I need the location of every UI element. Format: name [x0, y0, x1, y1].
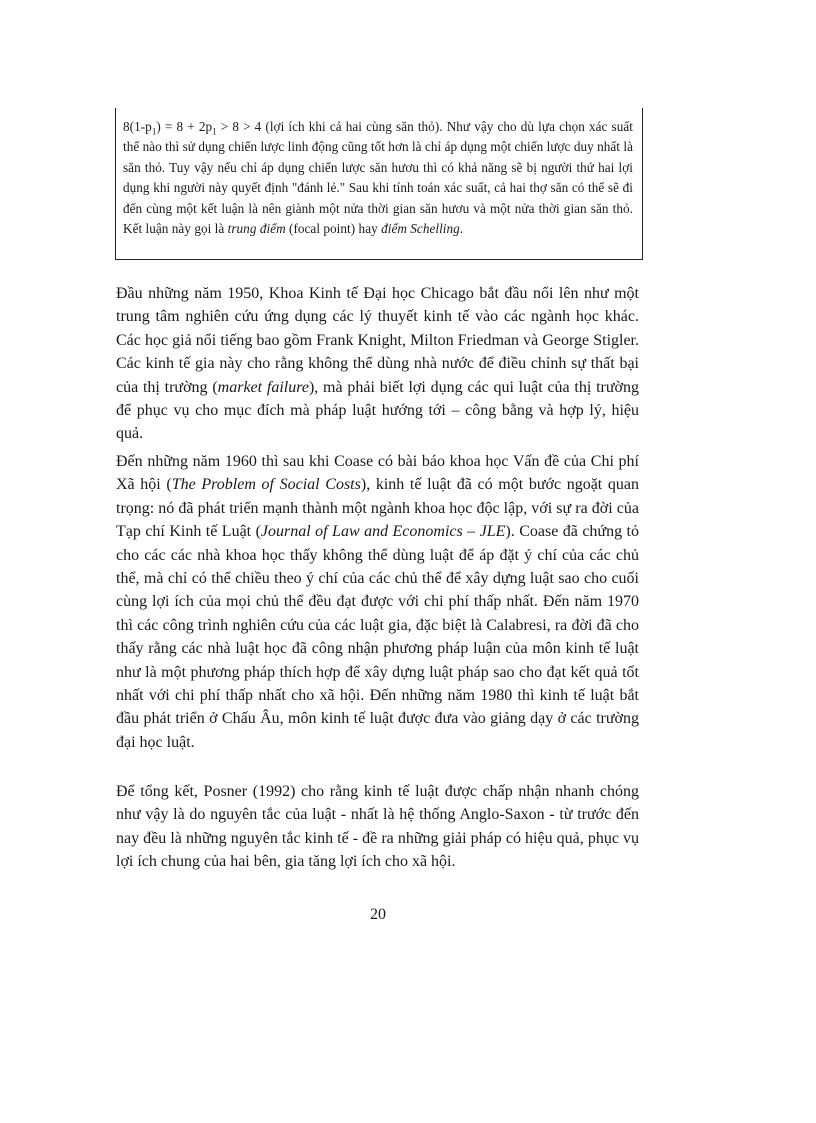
- note-formula-part: ) = 8 + 2p: [156, 119, 213, 134]
- paragraph-text: Đầu những năm 1950, Khoa Kinh tế Đại học Chicago bắt đầu nổi lên như một trung tâm nghiên cứu ứng dụng các lý thuyết kinh tế vào các ngành học khác. Các học giả nổi tiếng bao gồm Frank Knight, Milton Friedman và George Stigler. Các kinh tế gia này cho rằng không thể dùng nhà nước để điều chỉnh sự thất bại của thị trường (: [116, 285, 639, 396]
- note-text: (focal point) hay: [285, 221, 382, 237]
- note-formula-part: 8(1-p: [123, 119, 152, 134]
- term-market-failure: market failure: [217, 378, 309, 396]
- note-subscript: 1: [151, 126, 157, 137]
- paragraph-text: ). Coase đã chứng tỏ cho các các nhà khoa học thấy không thể dùng luật để áp đặt ý chí của các chủ thể, mà chỉ có thể chiều theo ý chí của các chủ thể để xây dựng luật sao cho cuối cùng lợi ích của mọi chủ thể đều đạt được với chi phí thấp nhất. Đến năm 1970 thì các công trình nghiên cứu của các luật gia, đặc biệt là Calabresi, ra đời đã cho thấy rằng các nhà luật học đã công nhận phương pháp luận của môn kinh tế luật như là một phương pháp thích hợp để xây dựng luật pháp sao cho đạt kết quả tốt nhất với chi phí thấp nhất cho xã hội. Đến những năm 1980 thì kinh tế luật bắt đầu phát triển ở Chấu Âu, môn kinh tế luật được đưa vào giảng dạy ở các trường đại học luật.: [116, 523, 640, 751]
- note-text: .: [459, 221, 464, 237]
- paragraph-chicago-school: [116, 282, 639, 446]
- paragraph-text: Để tổng kết, Posner (1992) cho rằng kinh tế luật được chấp nhận nhanh chóng như vậy là do nguyên tắc của luật - nhất là hệ thống Anglo-Saxon - từ trước đến nay đều là những nguyên tắc kinh tế - đề ra những giải pháp có hiệu quả, phục vụ lợi ích chung của hai bên, gia tăng lợi ích cho xã hội.: [116, 783, 639, 871]
- note-term-focal: trung điểm: [227, 221, 286, 237]
- note-subscript: 1: [212, 126, 217, 137]
- title-jle: Journal of Law and Economics – JLE: [260, 523, 506, 541]
- paragraph-text: ), kinh tế luật đã có một bước ngoặt quan trọng: nó đã phát triển mạnh thành một ngành khoa học độc lập, với sự ra đời của Tạp chí Kinh tế Luật (: [116, 476, 639, 541]
- paragraph-coase: [116, 450, 639, 754]
- note-text: > 8 > 4 (lợi ích khi cả hai cùng săn thỏ). Như vậy cho dù lựa chọn xác suất thế nào thì sử dụng chiến lược linh động cũng tốt hơn là chỉ áp dụng một chiến lược duy nhất là săn thỏ. Tuy vậy nếu chỉ áp dụng chiến lược săn hươu thì có khả năng sẽ bị người thứ hai lợi dụng khi người này quyết định "đánh lẻ." Sau khi tính toán xác suất, cả hai thợ săn có thể sẽ đi đến cùng một kết luận là nên giành một nửa thời gian săn hươu và một nửa thời gian săn thỏ. Kết luận này gọi là: [123, 119, 633, 237]
- page-number: 20: [370, 906, 386, 923]
- note-term-schelling: điểm Schelling: [381, 221, 460, 237]
- paragraph-text: ), mà phải biết lợi dụng các qui luật của thị trường để phục vụ cho mục đích mà pháp luật hướng tới – công bằng và hợp lý, hiệu quả.: [116, 378, 640, 443]
- boxed-note: [115, 108, 643, 260]
- paragraph-posner: [116, 780, 639, 874]
- title-social-costs: The Problem of Social Costs: [171, 476, 361, 494]
- paragraph-text: Đến những năm 1960 thì sau khi Coase có bài báo khoa học Vấn đề của Chi phí Xã hội (: [116, 453, 639, 494]
